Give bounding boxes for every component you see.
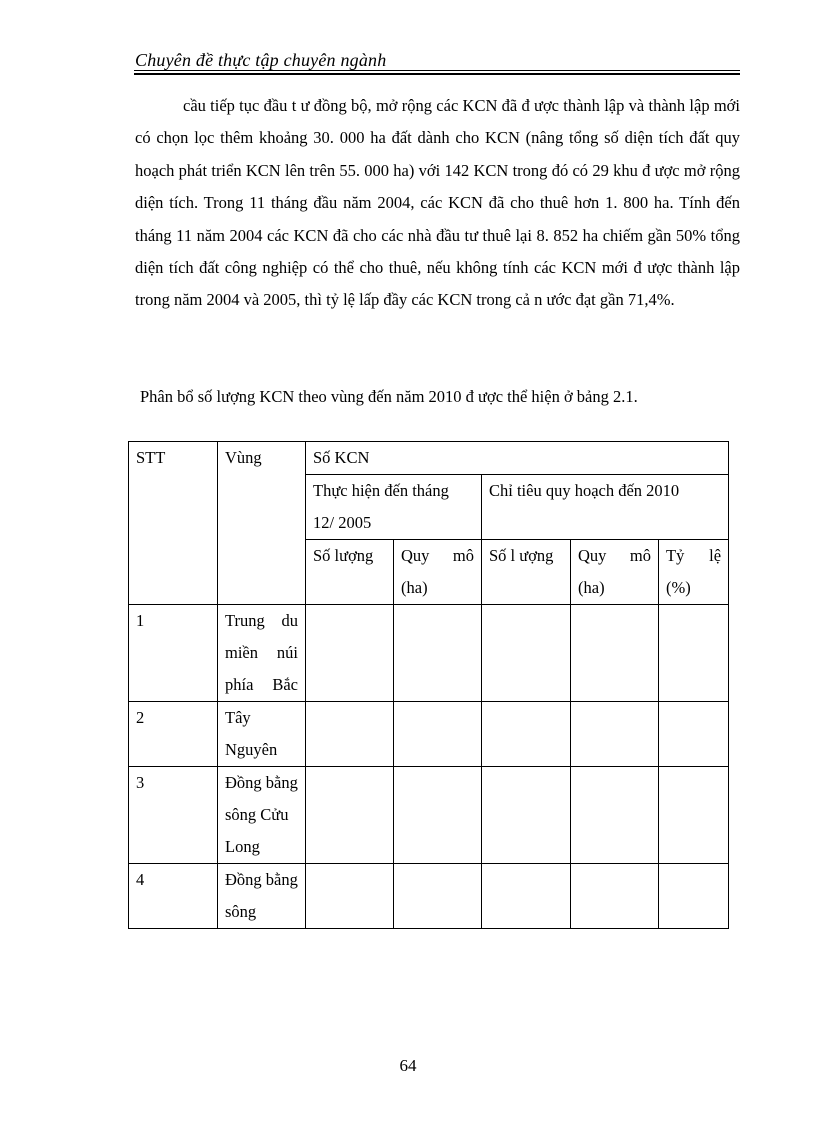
table-caption: Phân bổ số lượng KCN theo vùng đến năm 2010 đ ược thể hiện ở bảng 2.1. bbox=[140, 387, 638, 406]
running-header-title: Chuyên đề thực tập chuyên ngành bbox=[135, 50, 387, 70]
header-so-luong-plan: Số l ượng bbox=[482, 540, 571, 605]
cell-empty bbox=[482, 605, 571, 702]
cell-empty bbox=[659, 864, 729, 929]
table-row bbox=[129, 767, 729, 864]
header-ty-le: Tỷ lệ (%) bbox=[659, 540, 729, 605]
cell-empty bbox=[306, 605, 394, 702]
cell-empty bbox=[571, 767, 659, 864]
table-row bbox=[129, 702, 729, 767]
row-vung: Đồng bằng sông bbox=[218, 864, 306, 929]
cell-empty bbox=[394, 605, 482, 702]
cell-empty bbox=[394, 864, 482, 929]
row-vung: Tây Nguyên bbox=[218, 702, 306, 767]
cell-empty bbox=[571, 864, 659, 929]
cell-empty bbox=[394, 702, 482, 767]
cell-empty bbox=[482, 864, 571, 929]
header-rule bbox=[134, 70, 740, 71]
cell-empty bbox=[659, 605, 729, 702]
header-stt: STT bbox=[129, 442, 218, 605]
header-chi-tieu: Chỉ tiêu quy hoạch đến 2010 bbox=[482, 475, 729, 540]
cell-empty bbox=[394, 767, 482, 864]
table-header-row bbox=[129, 442, 729, 475]
header-so-kcn: Số KCN bbox=[306, 442, 729, 475]
header-thuc-hien: Thực hiện đến tháng 12/ 2005 bbox=[306, 475, 482, 540]
kcn-region-table bbox=[128, 441, 729, 929]
cell-empty bbox=[571, 605, 659, 702]
body-paragraph: cầu tiếp tục đầu t ư đồng bộ, mở rộng các KCN đã đ ược thành lập và thành lập mới có chọn lọc thêm khoảng 30. 000 ha đất dành cho KCN (nâng tổng số diện tích đất quy hoạch phát triển KCN lên trên 55. 000 ha) với 142 KCN trong đó có 29 khu đ ược mở rộng diện tích. Trong 11 tháng đầu năm 2004, các KCN đã cho thuê hơn 1. 800 ha. Tính đến tháng 11 năm 2004 các KCN đã cho các nhà đầu tư thuê lại 8. 852 ha chiếm gần 50% tổng diện tích đất công nghiệp có thể cho thuê, nếu không tính các KCN mới đ ược thành lập trong năm 2004 và 2005, thì tỷ lệ lấp đầy các KCN trong cả n ước đạt gần 71,4%. bbox=[135, 96, 740, 310]
cell-empty bbox=[571, 702, 659, 767]
cell-empty bbox=[659, 767, 729, 864]
row-stt: 3 bbox=[129, 767, 218, 864]
row-stt: 2 bbox=[129, 702, 218, 767]
cell-empty bbox=[659, 702, 729, 767]
header-rule-thick bbox=[134, 73, 740, 75]
header-vung: Vùng bbox=[218, 442, 306, 605]
header-so-luong: Số lượng bbox=[306, 540, 394, 605]
row-vung: Trung du miền núi phía Bắc bbox=[218, 605, 306, 702]
page-number: 64 bbox=[399, 1056, 417, 1075]
row-stt: 1 bbox=[129, 605, 218, 702]
body-text bbox=[135, 90, 740, 317]
header-quy-mo-plan: Quy mô (ha) bbox=[571, 540, 659, 605]
header-quy-mo: Quy mô (ha) bbox=[394, 540, 482, 605]
cell-empty bbox=[306, 702, 394, 767]
cell-empty bbox=[482, 767, 571, 864]
cell-empty bbox=[482, 702, 571, 767]
table-row bbox=[129, 864, 729, 929]
table-row bbox=[129, 605, 729, 702]
row-vung: Đồng bằng sông Cửu Long bbox=[218, 767, 306, 864]
cell-empty bbox=[306, 767, 394, 864]
row-stt: 4 bbox=[129, 864, 218, 929]
cell-empty bbox=[306, 864, 394, 929]
